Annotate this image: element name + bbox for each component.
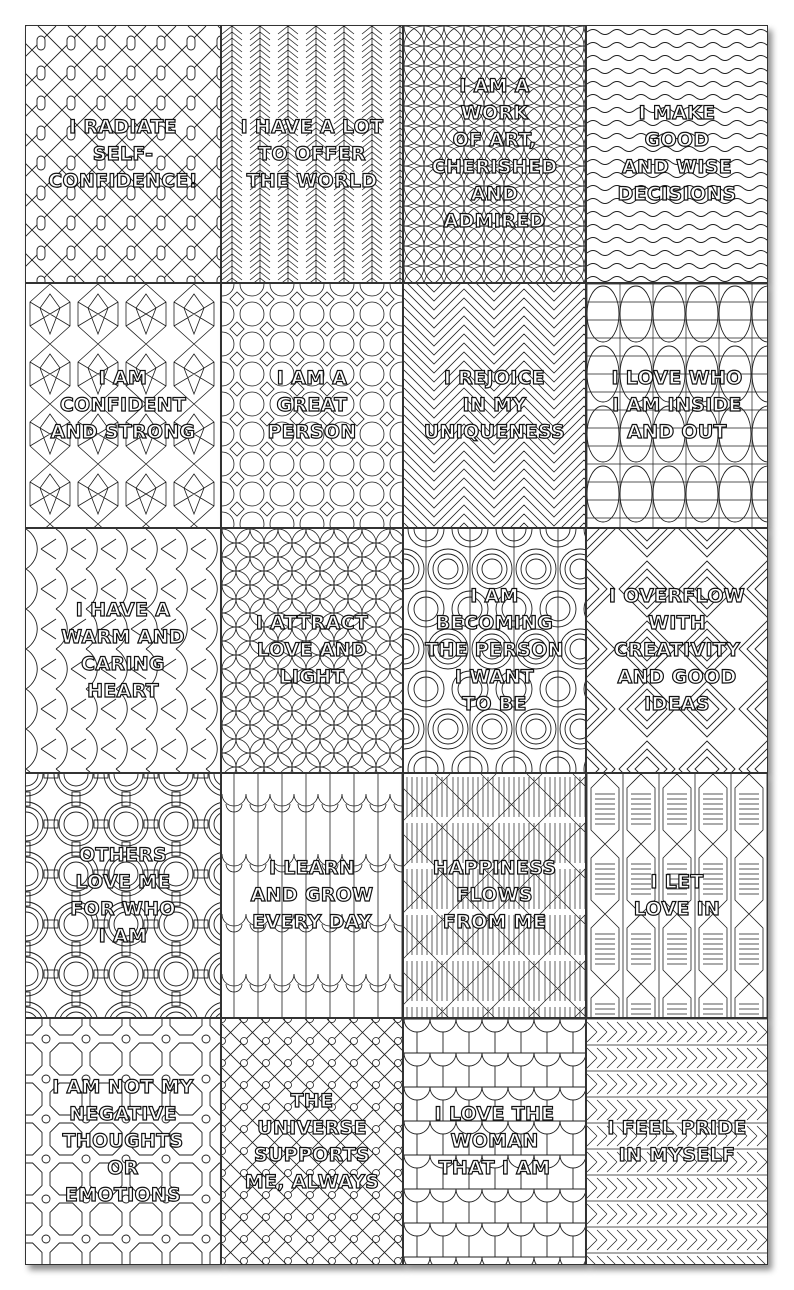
affirmation-card [403, 283, 586, 528]
affirmation-card [403, 25, 586, 283]
affirmation-card [586, 25, 768, 283]
affirmation-card [25, 283, 221, 528]
affirmation-card [221, 528, 403, 773]
affirmation-text: I HAVE A WARM AND CARING HEART [61, 598, 185, 702]
affirmation-text: I AM BECOMING THE PERSON I WANT TO BE [425, 585, 564, 715]
affirmation-card [403, 773, 586, 1018]
affirmation-card [25, 528, 221, 773]
affirmation-card [25, 773, 221, 1018]
affirmation-text: I LET LOVE IN [633, 870, 721, 920]
affirmation-text: I LOVE THE WOMAN THAT I AM [434, 1103, 555, 1179]
affirmation-text: I AM A GREAT PERSON [267, 367, 357, 443]
affirmation-card [586, 283, 768, 528]
affirmation-text: I HAVE A LOT TO OFFER THE WORLD [240, 115, 384, 192]
affirmation-text: I ATTRACT LOVE AND LIGHT [255, 612, 369, 688]
affirmation-text: I MAKE GOOD AND WISE DECISIONS [617, 102, 737, 205]
affirmation-text: I RADIATE SELF- CONFIDENCE! [48, 115, 198, 192]
affirmation-text: I FEEL PRIDE IN MYSELF [607, 1116, 747, 1166]
affirmation-card [221, 1018, 403, 1265]
affirmation-card [586, 773, 768, 1018]
affirmation-card [25, 25, 221, 283]
affirmation-card [221, 25, 403, 283]
affirmation-text: THE UNIVERSE SUPPORTS ME, ALWAYS [244, 1089, 380, 1193]
affirmation-card [403, 1018, 586, 1265]
affirmation-text: HAPPINESS FLOWS FROM ME [432, 857, 557, 933]
affirmation-text: I LOVE WHO I AM INSIDE AND OUT [611, 367, 743, 443]
affirmation-text: I AM NOT MY NEGATIVE THOUGHTS OR EMOTIONS [52, 1076, 194, 1206]
affirmation-card [403, 528, 586, 773]
affirmation-text: I LEARN AND GROW EVERY DAY [250, 857, 374, 933]
affirmation-text: I AM A WORK OF ART, CHERISHED AND ADMIRED [431, 75, 558, 232]
affirmation-card [25, 1018, 221, 1265]
affirmation-text: OTHERS LOVE ME FOR WHO I AM [70, 843, 176, 947]
affirmation-text: I AM CONFIDENT AND STRONG [50, 367, 196, 443]
affirmation-card [221, 773, 403, 1018]
affirmation-card [221, 283, 403, 528]
affirmation-text: I REJOICE IN MY UNIQUENESS [423, 367, 566, 443]
affirmation-card [586, 528, 768, 773]
affirmation-card [586, 1018, 768, 1265]
affirmation-text: I OVERFLOW WITH CREATIVITY AND GOOD IDEAS [608, 585, 746, 715]
